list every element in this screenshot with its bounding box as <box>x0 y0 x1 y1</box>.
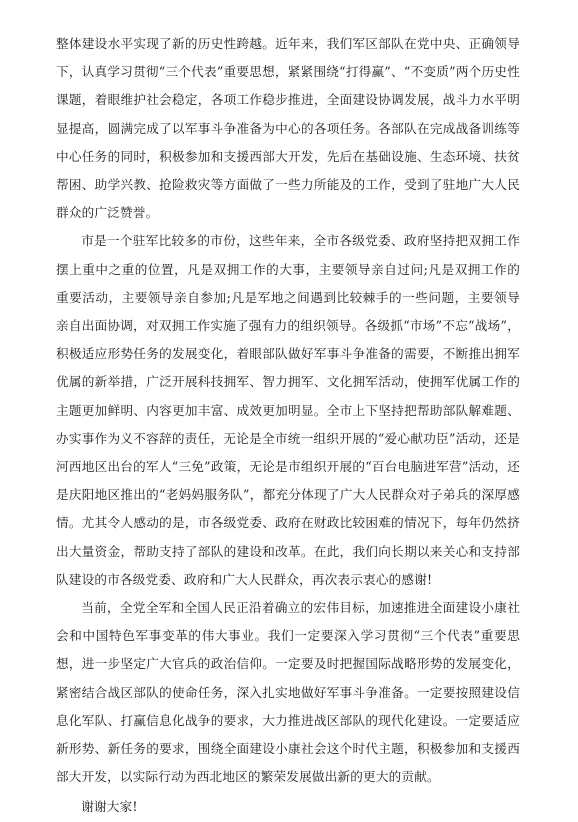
paragraph-future-tasks: 当前，全党全军和全国人民正沿着确立的宏伟目标，加速推进全面建设小康社会和中国特色军事变革的伟大事业。我们一定要深入学习贯彻“三个代表”重要思想，进一步坚定广大官兵的政治信仰。一定要及时把握国际战略形势的发展变化，紧密结合战区部队的使命任务，深入扎实地做好军事斗争准备。一定要按照建设信息化军队、打赢信息化战争的要求，大力推进战区部队的现代化建设。一定要适应新形势、新任务的要求，围绕全面建设小康社会这个时代主题，积极参加和支援西部大开发，以实际行动为西北地区的繁荣发展做出新的更大的贡献。 <box>56 600 520 785</box>
paragraph-city-support: 市是一个驻军比较多的市份，这些年来，全市各级党委、政府坚持把双拥工作摆上重中之重的位置，凡是双拥工作的大事，主要领导亲自过问;凡是双拥工作的重要活动，主要领导亲自参加;凡是军地之间遇到比较棘手的一些问题，主要领导亲自出面协调，对双拥工作实施了强有力的组织领导。各级抓“市场”不忘“战场”，积极适应形势任务的发展变化，着眼部队做好军事斗争准备的需要，不断推出拥军优属的新举措，广泛开展科技拥军、智力拥军、文化拥军活动，使拥军优属工作的主题更加鲜明、内容更加丰富、成效更加明显。全市上下坚持把帮助部队解难题、办实事作为义不容辞的责任，无论是全市统一组织开展的“爱心献功臣”活动，还是河西地区出台的军人“三免”政策，无论是市组织开展的“百台电脑进军营”活动，还是庆阳地区推出的“老妈妈服务队”，都充分体现了广大人民群众对子弟兵的深厚感情。尤其令人感动的是，市各级党委、政府在财政比较困难的情况下，每年仍然挤出大量资金，帮助支持了部队的建设和改革。在此，我们向长期以来关心和支持部队建设的市各级党委、政府和广大人民群众，再次表示衷心的感谢! <box>56 233 520 587</box>
paragraph-closing-thanks: 谢谢大家! <box>81 799 138 815</box>
paragraph-military-achievements: 整体建设水平实现了新的历史性跨越。近年来，我们军区部队在党中央、正确领导下，认真学习贯彻“三个代表”重要思想，紧紧围绕“打得赢”、“不变质”两个历史性课题，着眼维护社会稳定，各项工作稳步推进，全面建设协调发展，战斗力水平明显提高，圆满完成了以军事斗争准备为中心的各项任务。各部队在完成战备训练等中心任务的同时，积极参加和支援西部大开发，先后在基础设施、生态环境、扶贫帮困、助学兴教、抢险救灾等方面做了一些力所能及的工作，受到了驻地广大人民群众的广泛赞誉。 <box>56 36 520 221</box>
document-page <box>56 30 520 822</box>
